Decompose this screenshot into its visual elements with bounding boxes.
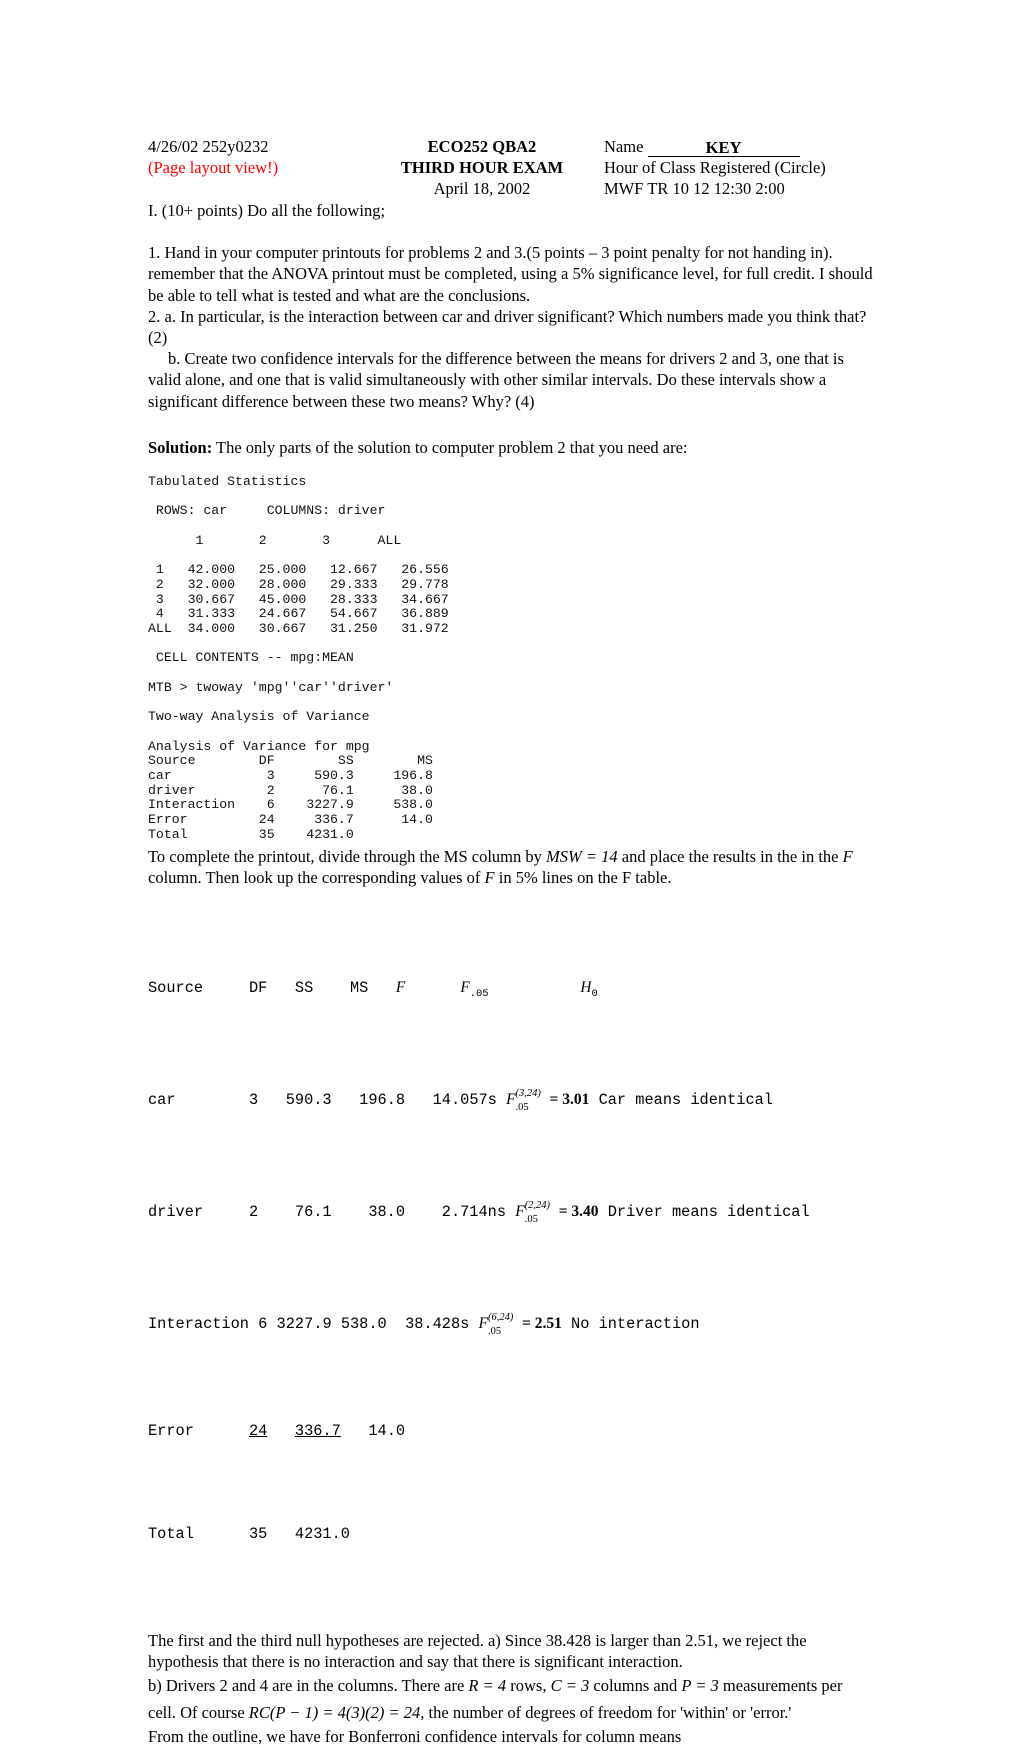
col-f05-sub: .05 (469, 987, 489, 1000)
header-center-column (360, 136, 604, 199)
spacer (148, 549, 874, 564)
f-crit-value: = 2.51 (522, 1314, 562, 1332)
row-source: Total (148, 1524, 194, 1543)
ftable-row-error (148, 1422, 874, 1441)
anova-header: Source DF SS MS (148, 753, 433, 769)
name-label: Name (604, 137, 644, 156)
printout-title: Tabulated Statistics (148, 474, 307, 490)
row-ss: 4231.0 (294, 1524, 350, 1543)
exam-title: THIRD HOUR EXAM (400, 158, 564, 177)
row-df: 24 (248, 1421, 268, 1440)
instr-part-c: column. Then look up the corresponding values of (148, 867, 485, 887)
spacer (148, 637, 874, 652)
row-f: 38.428s (405, 1314, 470, 1333)
f-critical-driver: F (2,24) .05 = 3.40 (515, 1198, 598, 1226)
row-ss: 76.1 (294, 1202, 332, 1221)
f-critical-car: F (3,24) .05 = 3.01 (506, 1086, 589, 1114)
conclusion-paragraph-3: From the outline, we have for Bonferroni confidence intervals for column means (148, 1727, 682, 1747)
twoway-anova-title: Two-way Analysis of Variance (148, 709, 370, 725)
anova-row: Total 35 4231.0 (148, 826, 354, 842)
solution-text: The only parts of the solution to computer problem 2 that you need are: (212, 437, 688, 457)
concl-c: columns and (589, 1676, 682, 1696)
row-source: driver (148, 1202, 204, 1221)
hour-registered-label: Hour of Class Registered (Circle) (604, 158, 826, 177)
row-h0: Driver means identical (607, 1202, 810, 1221)
columns-value: C = 3 (550, 1676, 590, 1696)
f-crit-sub: .05 (515, 1102, 529, 1114)
col-f05: F (460, 978, 470, 996)
col-ss: SS (294, 978, 314, 997)
page-layout-note: (Page layout view!) (148, 158, 279, 177)
row-ms: 38.0 (368, 1202, 406, 1221)
anova-row: driver 2 76.1 38.0 (148, 782, 433, 798)
table-row: 1 42.000 25.000 12.667 26.556 (148, 562, 449, 578)
question-2b (148, 348, 874, 412)
question-1: 1. Hand in your computer printouts for problems 2 and 3.(5 points – 3 point penalty for not handing in). remember that the ANOVA printout must be completed, using a 5% significance level, for full credit. I should be able to tell what is tested and what are the conclusions. (148, 243, 873, 305)
ftable-row-interaction (148, 1310, 874, 1338)
f-crit-value: = 3.40 (558, 1202, 599, 1220)
rows-cols-line: ROWS: car COLUMNS: driver (148, 503, 386, 519)
completion-instructions (148, 846, 874, 888)
f-crit-value: = 3.01 (549, 1090, 590, 1108)
concl-d: measurements per cell. Of course (148, 1676, 843, 1723)
concl-e: the number of degrees of freedom for 'within' or 'error.' (424, 1703, 792, 1723)
table-row: 3 30.667 45.000 28.333 34.667 (148, 591, 449, 607)
mtb-command: MTB > twoway 'mpg''car''driver' (148, 679, 394, 695)
table-column-header: 1 2 3 ALL (148, 532, 402, 548)
row-df: 35 (248, 1524, 268, 1543)
f-symbol: F (842, 846, 853, 866)
df-formula: RC(P − 1) = 4(3)(2) = 24, (248, 1703, 425, 1723)
col-h0-sub: 0 (591, 987, 598, 1000)
row-df: 3 (248, 1090, 259, 1109)
document-page (148, 136, 874, 1748)
col-f: F (395, 978, 406, 996)
f-crit-sup: (6,24) (488, 1312, 514, 1324)
course-title: ECO252 QBA2 (427, 137, 537, 156)
measurements-value: P = 3 (681, 1676, 719, 1696)
solution-label: Solution: (148, 437, 213, 457)
row-ss: 336.7 (294, 1421, 341, 1440)
row-source: car (148, 1090, 176, 1109)
ftable-row-total (148, 1525, 874, 1544)
rows-value: R = 4 (468, 1676, 507, 1696)
exam-date: April 18, 2002 (433, 179, 531, 198)
exam-code-date: 4/26/02 252y0232 (148, 137, 269, 156)
anova-row: Error 24 336.7 14.0 (148, 812, 433, 828)
solution-line (148, 437, 874, 458)
col-df: DF (248, 978, 268, 997)
row-ms: 14.0 (368, 1421, 406, 1440)
spacer (148, 519, 874, 534)
name-field-row (604, 136, 874, 157)
row-df: 2 (248, 1202, 259, 1221)
f-critical-interaction: F (6,24) .05 = 2.51 (479, 1310, 562, 1338)
spacer (148, 725, 874, 740)
row-h0: No interaction (571, 1314, 700, 1333)
f-crit-sub: .05 (524, 1214, 538, 1226)
spacer (148, 666, 874, 681)
question-2a: 2. a. In particular, is the interaction between car and driver significant? Which numbers made you think that? (2) (148, 306, 867, 348)
ftable-row-driver (148, 1198, 874, 1226)
col-h0: H (580, 978, 592, 996)
header-right-column (604, 136, 874, 199)
anova-row: Interaction 6 3227.9 538.0 (148, 797, 433, 813)
row-h0: Car means identical (598, 1090, 773, 1109)
question-2b-text: b. Create two confidence intervals for the difference between the means for drivers 2 and 3, one that is valid alone, and one that is valid simultaneously with other similar intervals. Do these intervals show a significant difference between these two means? Why? (4) (148, 349, 844, 411)
minitab-printout (148, 475, 874, 842)
ftable-row-car (148, 1086, 874, 1114)
conclusion-paragraph-2 (148, 1672, 874, 1726)
header-left-column (148, 136, 360, 199)
col-source: Source (148, 978, 204, 997)
instr-part-d: in 5% lines on the F table. (494, 867, 672, 887)
concl-a: b) Drivers 2 and 4 are in the columns. There are (148, 1676, 469, 1696)
spacer (148, 696, 874, 711)
f-crit-sup: (3,24) (515, 1088, 541, 1100)
table-row: 4 31.333 24.667 54.667 36.889 (148, 606, 449, 622)
table-row: 2 32.000 28.000 29.333 29.778 (148, 576, 449, 592)
instr-part-a: To complete the printout, divide through the MS column by (148, 846, 546, 866)
f-symbol-2: F (484, 867, 495, 887)
row-ms: 538.0 (340, 1314, 387, 1333)
ftable-header-row (148, 974, 874, 1002)
row-ms: 196.8 (359, 1090, 406, 1109)
cell-contents-line: CELL CONTENTS -- mpg:MEAN (148, 650, 354, 666)
spacer (148, 490, 874, 505)
exam-header (148, 136, 874, 199)
section-heading: I. (10+ points) Do all the following; (148, 201, 386, 220)
table-row: ALL 34.000 30.667 31.250 31.972 (148, 621, 449, 637)
msw-value: MSW = 14 (546, 846, 618, 866)
name-value[interactable]: KEY (648, 139, 800, 157)
row-ss: 3227.9 (276, 1314, 332, 1333)
row-ss: 590.3 (285, 1090, 332, 1109)
f-crit-sup: (2,24) (524, 1200, 551, 1212)
row-source: Interaction (148, 1314, 249, 1333)
row-f: 14.057s (432, 1090, 497, 1109)
concl-b: rows, (506, 1676, 551, 1696)
row-f: 2.714ns (441, 1202, 507, 1221)
row-df: 6 (258, 1314, 268, 1333)
completed-anova-table (148, 890, 874, 1628)
hour-options[interactable]: MWF TR 10 12 12:30 2:00 (604, 179, 785, 198)
conclusion-paragraph-1: The first and the third null hypotheses are rejected. a) Since 38.428 is larger than 2.51, we reject the hypothesis that there is no interaction and say that there is significant interaction. (148, 1630, 807, 1672)
col-ms: MS (349, 978, 369, 997)
anova-row: car 3 590.3 196.8 (148, 767, 433, 783)
f-crit-sub: .05 (488, 1326, 502, 1338)
anova-title: Analysis of Variance for mpg (148, 738, 370, 754)
instr-part-b: and place the results in the in the (617, 846, 843, 866)
row-source: Error (148, 1421, 194, 1440)
